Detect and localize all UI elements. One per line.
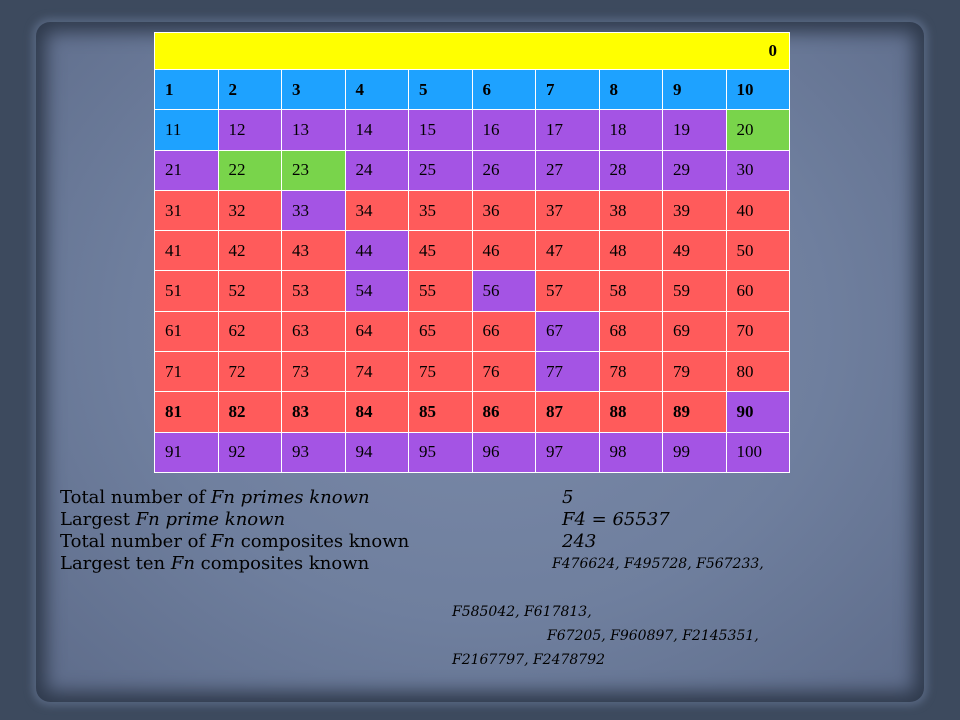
grid-cell: 36 bbox=[472, 190, 536, 230]
grid-cell: 88 bbox=[599, 392, 663, 432]
grid-cell: 65 bbox=[409, 311, 473, 351]
grid-cell: 40 bbox=[726, 190, 790, 230]
grid-cell: 60 bbox=[726, 271, 790, 311]
grid-cell: 58 bbox=[599, 271, 663, 311]
grid-cell: 51 bbox=[155, 271, 219, 311]
grid-cell: 12 bbox=[218, 110, 282, 150]
grid-cell: 76 bbox=[472, 352, 536, 392]
grid-cell: 89 bbox=[663, 392, 727, 432]
grid-cell: 20 bbox=[726, 110, 790, 150]
grid-row bbox=[155, 352, 790, 392]
grid-cell: 46 bbox=[472, 231, 536, 271]
largest-prime-row bbox=[60, 509, 920, 531]
grid-cell: 35 bbox=[409, 190, 473, 230]
grid-cell: 13 bbox=[282, 110, 346, 150]
grid-cell: 25 bbox=[409, 150, 473, 190]
largest-composites-line4: F2167797, F2478792 bbox=[452, 652, 606, 668]
grid-row bbox=[155, 432, 790, 472]
grid-cell: 62 bbox=[218, 311, 282, 351]
grid-cell: 39 bbox=[663, 190, 727, 230]
grid-cell: 4 bbox=[345, 70, 409, 110]
grid-cell: 83 bbox=[282, 392, 346, 432]
composites-count-value: 243 bbox=[562, 531, 597, 552]
largest-composites-line1: F476624, F495728, F567233, bbox=[552, 556, 764, 572]
grid-cell: 22 bbox=[218, 150, 282, 190]
grid-row bbox=[155, 231, 790, 271]
grid-cell: 14 bbox=[345, 110, 409, 150]
grid-cell: 75 bbox=[409, 352, 473, 392]
largest-composites-row bbox=[60, 553, 920, 575]
grid-cell: 49 bbox=[663, 231, 727, 271]
grid-cell: 73 bbox=[282, 352, 346, 392]
primes-count-row bbox=[60, 487, 920, 509]
grid-cell: 95 bbox=[409, 432, 473, 472]
grid-cell: 87 bbox=[536, 392, 600, 432]
grid-cell: 9 bbox=[663, 70, 727, 110]
grid-cell: 97 bbox=[536, 432, 600, 472]
grid-cell: 71 bbox=[155, 352, 219, 392]
grid-cell: 82 bbox=[218, 392, 282, 432]
fermat-summary bbox=[60, 487, 920, 668]
grid-cell: 79 bbox=[663, 352, 727, 392]
grid-cell: 17 bbox=[536, 110, 600, 150]
grid-cell: 31 bbox=[155, 190, 219, 230]
grid-cell: 28 bbox=[599, 150, 663, 190]
grid-cell: 98 bbox=[599, 432, 663, 472]
grid-cell: 34 bbox=[345, 190, 409, 230]
grid-cell: 30 bbox=[726, 150, 790, 190]
grid-cell: 8 bbox=[599, 70, 663, 110]
grid-cell: 11 bbox=[155, 110, 219, 150]
grid-row bbox=[155, 110, 790, 150]
grid-cell: 18 bbox=[599, 110, 663, 150]
composites-count-row bbox=[60, 531, 920, 553]
grid-row bbox=[155, 190, 790, 230]
grid-cell: 86 bbox=[472, 392, 536, 432]
grid-cell: 56 bbox=[472, 271, 536, 311]
grid-cell: 45 bbox=[409, 231, 473, 271]
largest-composites-line3: F67205, F960897, F2145351, bbox=[547, 628, 759, 644]
grid-cell: 96 bbox=[472, 432, 536, 472]
grid-row bbox=[155, 70, 790, 110]
grid-cell: 77 bbox=[536, 352, 600, 392]
grid-cell: 69 bbox=[663, 311, 727, 351]
grid-cell: 70 bbox=[726, 311, 790, 351]
grid-cell: 5 bbox=[409, 70, 473, 110]
grid-cell: 26 bbox=[472, 150, 536, 190]
grid-cell: 37 bbox=[536, 190, 600, 230]
grid-cell: 19 bbox=[663, 110, 727, 150]
grid-cell: 6 bbox=[472, 70, 536, 110]
grid-cell: 81 bbox=[155, 392, 219, 432]
grid-cell: 100 bbox=[726, 432, 790, 472]
header-cell: 0 bbox=[155, 33, 790, 70]
grid-cell: 32 bbox=[218, 190, 282, 230]
grid-cell: 91 bbox=[155, 432, 219, 472]
grid-cell: 10 bbox=[726, 70, 790, 110]
grid-cell: 90 bbox=[726, 392, 790, 432]
grid-cell: 52 bbox=[218, 271, 282, 311]
grid-cell: 41 bbox=[155, 231, 219, 271]
grid-cell: 64 bbox=[345, 311, 409, 351]
largest-prime-label: Largest Fn prime known bbox=[60, 509, 286, 530]
grid-cell: 44 bbox=[345, 231, 409, 271]
grid-cell: 85 bbox=[409, 392, 473, 432]
grid-row bbox=[155, 311, 790, 351]
grid-cell: 29 bbox=[663, 150, 727, 190]
grid-row bbox=[155, 271, 790, 311]
primes-count-value: 5 bbox=[562, 487, 574, 508]
primes-count-label: Total number of Fn primes known bbox=[60, 487, 370, 508]
grid-cell: 15 bbox=[409, 110, 473, 150]
grid-cell: 99 bbox=[663, 432, 727, 472]
grid-cell: 50 bbox=[726, 231, 790, 271]
composites-count-label: Total number of Fn composites known bbox=[60, 531, 410, 552]
grid-cell: 53 bbox=[282, 271, 346, 311]
grid-cell: 23 bbox=[282, 150, 346, 190]
fermat-number-grid bbox=[154, 32, 790, 473]
grid-cell: 61 bbox=[155, 311, 219, 351]
grid-cell: 74 bbox=[345, 352, 409, 392]
grid-cell: 24 bbox=[345, 150, 409, 190]
grid-cell: 48 bbox=[599, 231, 663, 271]
grid-cell: 33 bbox=[282, 190, 346, 230]
grid-cell: 43 bbox=[282, 231, 346, 271]
largest-composites-line2: F585042, F617813, bbox=[452, 604, 592, 620]
grid-cell: 47 bbox=[536, 231, 600, 271]
grid-cell: 67 bbox=[536, 311, 600, 351]
grid-cell: 38 bbox=[599, 190, 663, 230]
grid-cell: 93 bbox=[282, 432, 346, 472]
grid-cell: 72 bbox=[218, 352, 282, 392]
grid-cell: 7 bbox=[536, 70, 600, 110]
grid-cell: 3 bbox=[282, 70, 346, 110]
grid-cell: 42 bbox=[218, 231, 282, 271]
grid-cell: 94 bbox=[345, 432, 409, 472]
grid-cell: 55 bbox=[409, 271, 473, 311]
grid-cell: 57 bbox=[536, 271, 600, 311]
grid-cell: 68 bbox=[599, 311, 663, 351]
largest-prime-value: F4 = 65537 bbox=[562, 509, 670, 530]
grid-cell: 27 bbox=[536, 150, 600, 190]
grid-row bbox=[155, 150, 790, 190]
grid-cell: 92 bbox=[218, 432, 282, 472]
grid-cell: 54 bbox=[345, 271, 409, 311]
grid-cell: 59 bbox=[663, 271, 727, 311]
grid-cell: 21 bbox=[155, 150, 219, 190]
largest-composites-label: Largest ten Fn composites known bbox=[60, 553, 370, 574]
grid-cell: 84 bbox=[345, 392, 409, 432]
grid-cell: 78 bbox=[599, 352, 663, 392]
grid-cell: 1 bbox=[155, 70, 219, 110]
header-row bbox=[155, 33, 790, 70]
grid-cell: 66 bbox=[472, 311, 536, 351]
grid-cell: 16 bbox=[472, 110, 536, 150]
grid-cell: 63 bbox=[282, 311, 346, 351]
grid-cell: 2 bbox=[218, 70, 282, 110]
grid-row bbox=[155, 392, 790, 432]
grid-cell: 80 bbox=[726, 352, 790, 392]
